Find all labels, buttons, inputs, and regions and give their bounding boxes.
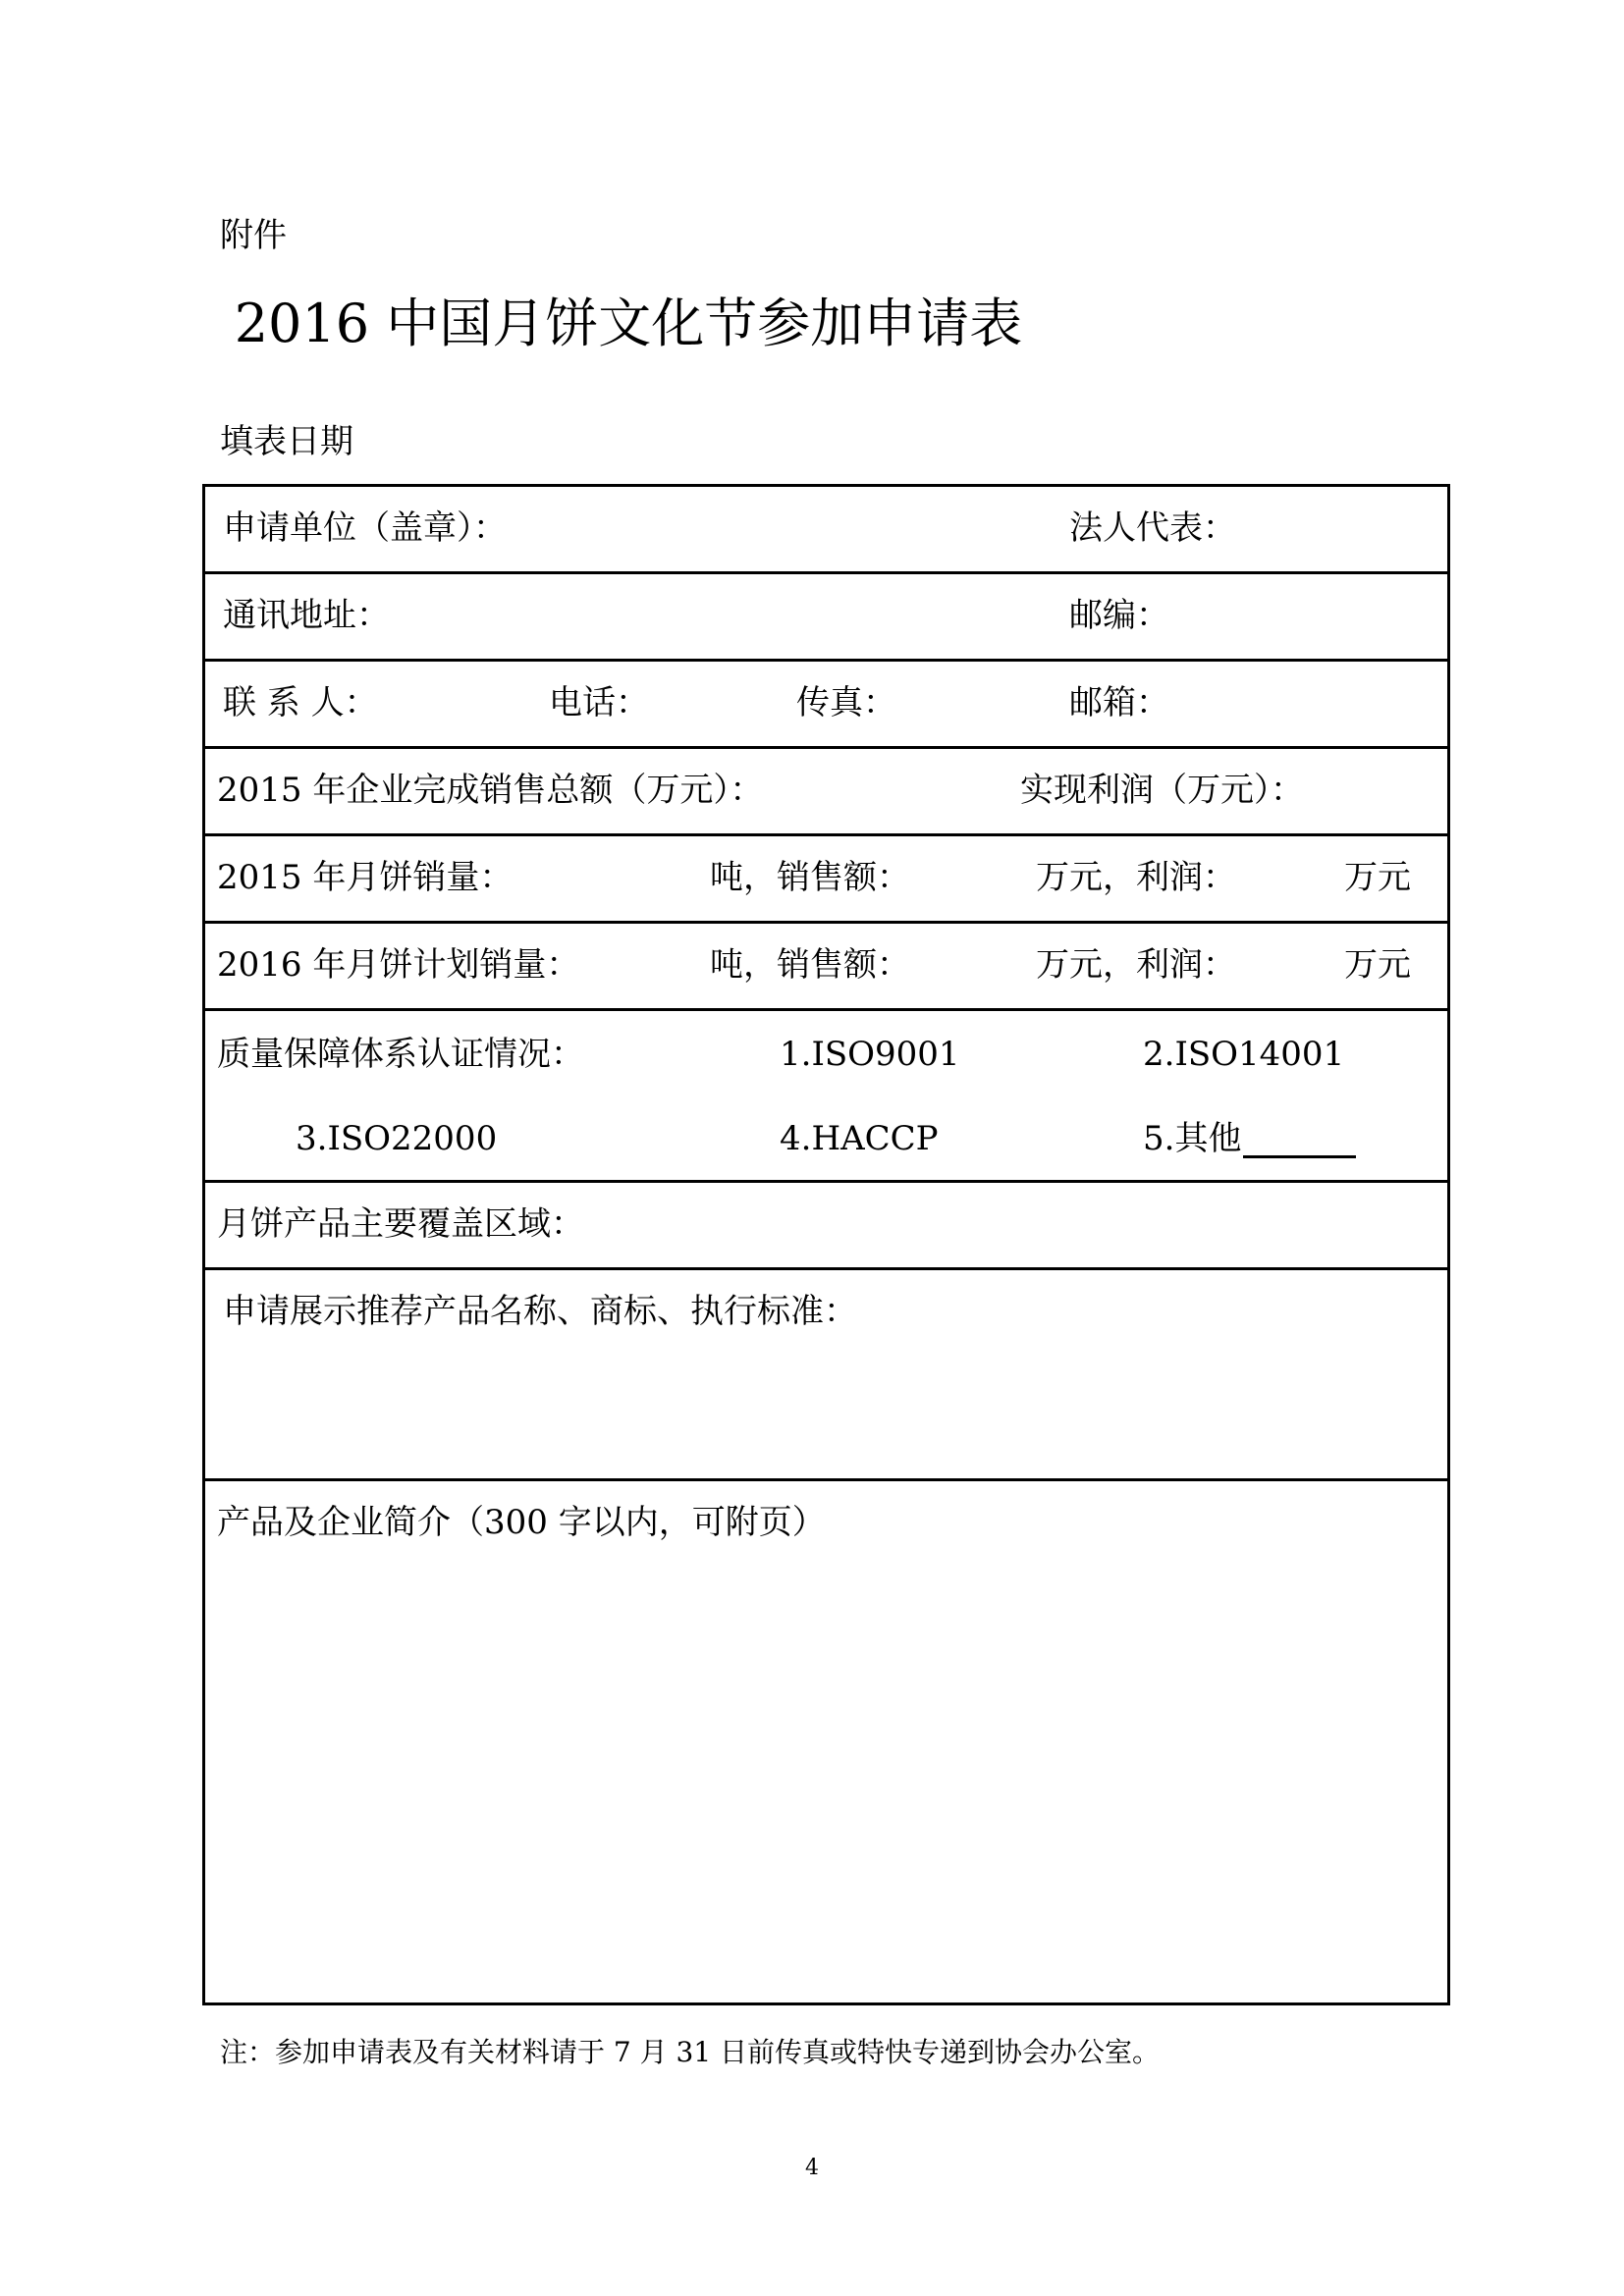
form-row-sales-2015: [205, 749, 1447, 836]
other-option-blank[interactable]: [1243, 1122, 1356, 1158]
postcode-field[interactable]: 邮编：: [1069, 596, 1169, 635]
coverage-area-field[interactable]: 月饼产品主要覆盖区域：: [217, 1204, 584, 1244]
other-option-label: 5.其他: [1143, 1119, 1242, 1158]
profit-field[interactable]: 实现利润（万元）：: [1020, 771, 1304, 810]
quality-cert-label: 质量保障体系认证情况：: [217, 1035, 584, 1074]
application-form-table: [202, 484, 1450, 2005]
other-option[interactable]: [1143, 1119, 1356, 1158]
haccp-option[interactable]: 4.HACCP: [780, 1119, 939, 1158]
fill-date-label: 填表日期: [220, 422, 353, 461]
iso9001-option[interactable]: 1.ISO9001: [780, 1035, 960, 1074]
mooncake-2016-sales-field[interactable]: 吨，销售额：: [710, 945, 910, 985]
form-row-quality-certification: [205, 1011, 1447, 1183]
fax-field[interactable]: 传真：: [796, 683, 896, 722]
company-profile-field[interactable]: 产品及企业简介（300 字以内，可附页）: [217, 1503, 826, 1542]
form-row-applicant: [205, 487, 1447, 574]
form-row-contact: [205, 662, 1447, 749]
address-field[interactable]: 通讯地址：: [223, 596, 390, 635]
form-row-company-profile: [205, 1481, 1447, 2002]
iso14001-option[interactable]: 2.ISO14001: [1143, 1035, 1345, 1074]
mooncake-2015-sales-field[interactable]: 吨，销售额：: [710, 858, 910, 897]
form-row-address: [205, 574, 1447, 662]
mooncake-2015-unit: 万元: [1344, 858, 1411, 897]
mooncake-2016-unit: 万元: [1344, 945, 1411, 985]
footer-note: 注：参加申请表及有关材料请于 7 月 31 日前传真或特快专递到协会办公室。: [220, 2036, 1161, 2068]
recommended-products-field[interactable]: 申请展示推荐产品名称、商标、执行标准：: [223, 1292, 857, 1331]
contact-field[interactable]: 联 系 人：: [223, 683, 378, 722]
form-row-coverage-area: [205, 1183, 1447, 1270]
mooncake-2016-profit-field[interactable]: 万元，利润：: [1036, 945, 1236, 985]
mooncake-2016-label: 2016 年月饼计划销量：: [217, 945, 580, 985]
applicant-field[interactable]: 申请单位（盖章）：: [223, 508, 507, 548]
attachment-label: 附件: [220, 216, 287, 255]
iso22000-option[interactable]: 3.ISO22000: [296, 1119, 498, 1158]
mooncake-2015-profit-field[interactable]: 万元，利润：: [1036, 858, 1236, 897]
page-title: 2016 中国月饼文化节参加申请表: [234, 293, 1023, 354]
page-number: 4: [805, 2156, 819, 2180]
phone-field[interactable]: 电话：: [549, 683, 649, 722]
mooncake-2015-label: 2015 年月饼销量：: [217, 858, 514, 897]
legal-rep-field[interactable]: 法人代表：: [1069, 508, 1236, 548]
sales-2015-field[interactable]: 2015 年企业完成销售总额（万元）：: [217, 771, 764, 810]
form-row-recommended-products: [205, 1270, 1447, 1481]
form-row-mooncake-2015: [205, 836, 1447, 924]
email-field[interactable]: 邮箱：: [1069, 683, 1169, 722]
form-row-mooncake-2016: [205, 924, 1447, 1011]
